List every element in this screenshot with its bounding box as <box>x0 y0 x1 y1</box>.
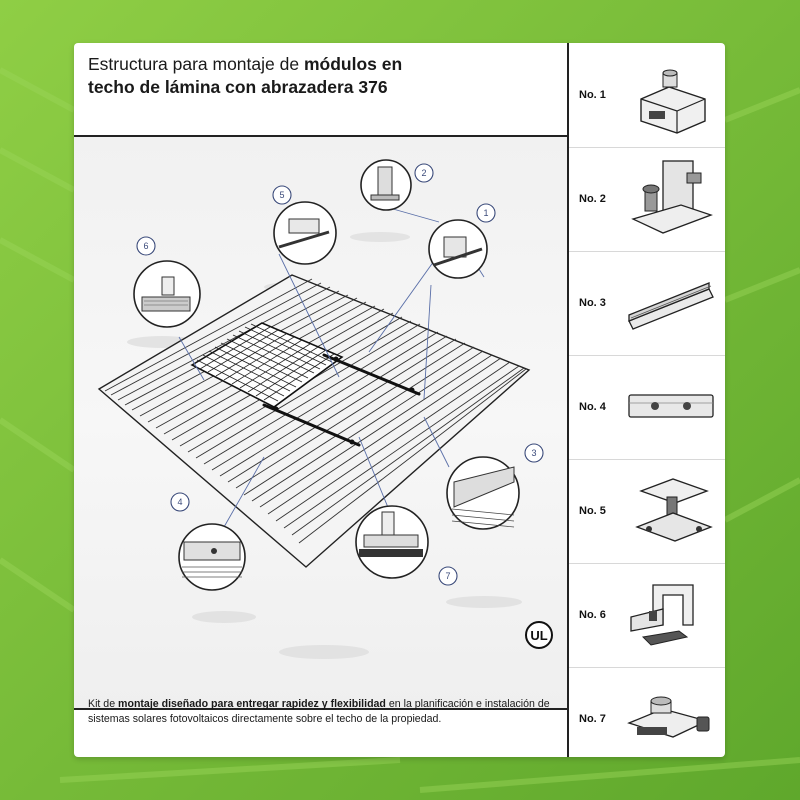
ul-certification-icon <box>526 622 552 648</box>
part-label-1: No. 1 <box>579 89 606 101</box>
kit-description-prefix: Kit de <box>88 697 119 710</box>
aluminum-rail-icon <box>623 259 719 347</box>
detail-view-6 <box>134 261 200 327</box>
svg-text:3: 3 <box>531 448 537 458</box>
svg-text:7: 7 <box>445 571 451 581</box>
part-label-5: No. 5 <box>579 505 606 517</box>
detail-view-4 <box>179 524 245 590</box>
detail-view-3 <box>447 457 519 529</box>
svg-text:4: 4 <box>177 497 183 507</box>
callout-6 <box>137 237 155 255</box>
detail-view-7 <box>356 506 428 578</box>
detail-view-1 <box>429 220 487 278</box>
kit-description <box>88 697 558 727</box>
title-bold-1: módulos en <box>303 54 403 74</box>
roof-clamp-376-icon <box>623 51 719 139</box>
part-row-2 <box>569 147 725 252</box>
title-bold-2: techo de lámina con abrazadera 376 <box>88 77 388 97</box>
kit-description-bold: montaje diseñado para entregar rapidez y flexibilidad <box>118 697 386 710</box>
assembly-diagram <box>74 135 567 710</box>
part-label-7: No. 7 <box>579 713 606 725</box>
svg-text:6: 6 <box>143 241 149 251</box>
part-row-3 <box>569 251 725 356</box>
callout-7 <box>439 567 457 585</box>
part-label-3: No. 3 <box>579 297 606 309</box>
part-row-5 <box>569 459 725 564</box>
svg-text:1: 1 <box>483 208 489 218</box>
end-clamp-icon <box>623 571 719 659</box>
callout-1 <box>477 204 495 222</box>
part-row-7 <box>569 667 725 757</box>
grounding-clamp-icon <box>623 675 719 757</box>
parts-list <box>569 43 725 757</box>
callout-2 <box>415 164 433 182</box>
detail-view-2 <box>361 160 411 210</box>
mid-clamp-icon <box>623 467 719 555</box>
callout-5 <box>273 186 291 204</box>
part-row-6 <box>569 563 725 668</box>
page-title <box>88 53 558 99</box>
detail-view-5 <box>274 202 336 264</box>
part-label-4: No. 4 <box>579 401 606 413</box>
callout-4 <box>171 493 189 511</box>
kit-description-suffix: en la planificación e instalación de sistemas solares fotovoltaicos directamente sobre el techo de la propiedad. <box>88 697 550 725</box>
part-label-2: No. 2 <box>579 193 606 205</box>
part-row-4 <box>569 355 725 460</box>
callout-3 <box>525 444 543 462</box>
svg-text:5: 5 <box>279 190 285 200</box>
l-foot-bracket-icon <box>623 155 719 243</box>
svg-text:2: 2 <box>421 168 427 178</box>
part-label-6: No. 6 <box>579 609 606 621</box>
part-row-1 <box>569 43 725 148</box>
title-regular: Estructura para montaje de <box>88 54 304 74</box>
svg-text:UL: UL <box>530 628 548 643</box>
info-card <box>74 43 725 757</box>
rail-splice-icon <box>623 363 719 451</box>
